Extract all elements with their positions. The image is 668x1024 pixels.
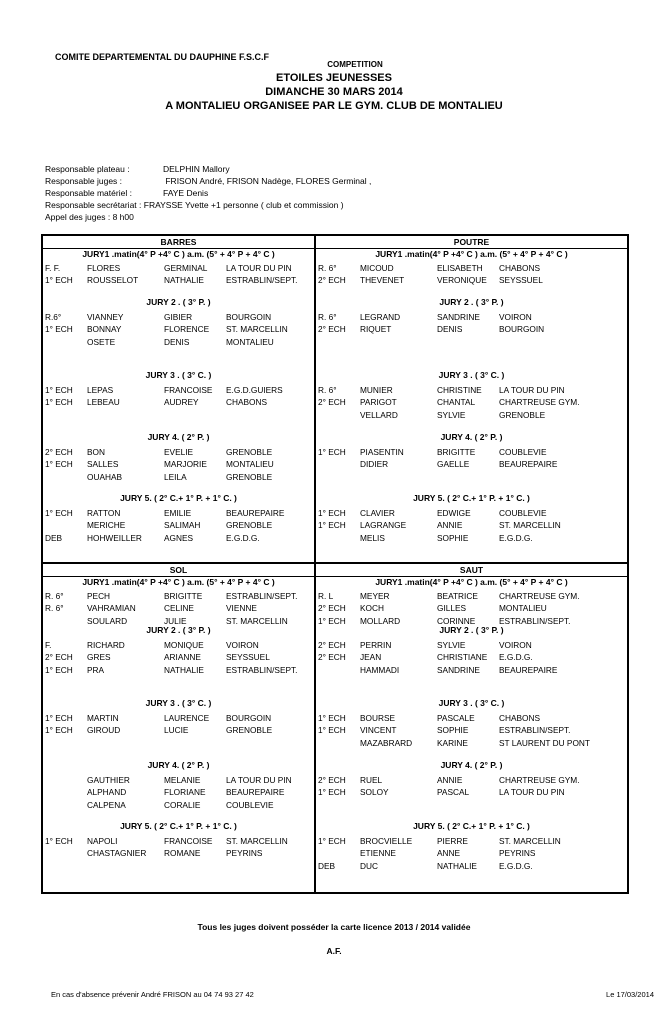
judge-first-name: ANNIE — [437, 520, 463, 531]
judge-grade: 2° ECH — [318, 397, 346, 408]
judge-row — [45, 847, 314, 859]
responsable-row — [45, 175, 371, 187]
judge-first-name: EMILIE — [164, 508, 192, 518]
judge-first-name: EVELIE — [164, 447, 194, 457]
judge-row — [318, 384, 627, 396]
judge-last-name: PARIGOT — [360, 397, 397, 408]
judge-first-name: JULIE — [164, 615, 187, 626]
judge-row — [45, 458, 314, 470]
event-location: A MONTALIEU ORGANISEE PAR LE GYM. CLUB DE MONTALIEU — [165, 100, 503, 112]
judge-first-name: BEATRICE — [437, 591, 478, 601]
responsable-label: Responsable secrétariat : — [45, 200, 142, 210]
judge-grade: 1° ECH — [318, 787, 346, 798]
judge-grade: 1° ECH — [45, 725, 73, 736]
judge-first-name: CORINNE — [437, 615, 476, 626]
judge-last-name: PECH — [87, 591, 111, 601]
jury-title: JURY1 .matin(4° P +4° C ) a.m. (5° + 4° P + 4° C ) — [82, 577, 275, 587]
judge-row — [45, 639, 314, 651]
jury-title: JURY 3 . ( 3° C. ) — [145, 370, 212, 380]
appel-juges: Appel des juges : 8 h00 — [45, 212, 134, 222]
responsables-block — [45, 163, 371, 223]
judge-row — [45, 651, 314, 663]
judge-last-name: SALLES — [87, 459, 119, 470]
responsable-label: Responsable plateau : — [45, 164, 130, 174]
judge-club: VOIRON — [499, 312, 532, 322]
judge-club: COUBLEVIE — [226, 799, 274, 810]
judge-first-name: ROMANE — [164, 848, 201, 859]
judge-row — [318, 847, 627, 859]
judge-row — [318, 860, 627, 872]
judge-first-name: SALIMAH — [164, 520, 201, 531]
judge-last-name: MARTIN — [87, 713, 119, 723]
judge-row — [318, 311, 627, 323]
panel-title: SOL — [43, 564, 314, 577]
judge-row — [45, 323, 314, 335]
judge-last-name: VIANNEY — [87, 312, 124, 322]
judge-first-name: MONIQUE — [164, 640, 204, 650]
judge-first-name: MELANIE — [164, 775, 201, 785]
judge-row — [318, 786, 627, 798]
responsable-row — [45, 163, 371, 175]
judge-last-name: DIDIER — [360, 459, 389, 470]
judge-club: ST. MARCELLIN — [226, 615, 288, 626]
judge-first-name: LAURENCE — [164, 713, 210, 723]
judge-first-name: LEILA — [164, 471, 187, 482]
judge-row — [45, 602, 314, 614]
judge-grade: 1° ECH — [45, 385, 73, 395]
judge-club: E.G.D.G. — [499, 532, 533, 543]
judge-row — [45, 835, 314, 847]
judge-club: MONTALIEU — [499, 603, 547, 614]
judge-last-name: PIASENTIN — [360, 447, 404, 457]
jury-title: JURY 4. ( 2° P. ) — [147, 760, 210, 770]
judge-last-name: NAPOLI — [87, 836, 118, 846]
judge-first-name: PIERRE — [437, 836, 468, 846]
judge-last-name: CALPENA — [87, 799, 126, 810]
judge-row — [45, 507, 314, 519]
judge-club: CHARTREUSE GYM. — [499, 775, 580, 785]
responsable-value: DELPHIN Mallory — [163, 164, 230, 174]
judge-row — [45, 799, 314, 811]
judge-row — [318, 274, 627, 286]
judge-club: PEYRINS — [226, 848, 263, 859]
judge-first-name: DENIS — [164, 336, 190, 347]
judge-row — [45, 712, 314, 724]
judge-first-name: FLORIANE — [164, 787, 206, 798]
judge-last-name: RATTON — [87, 508, 121, 518]
responsable-label: Responsable matériel : — [45, 188, 132, 198]
judge-last-name: BON — [87, 447, 105, 457]
judge-grade: 1° ECH — [45, 397, 73, 408]
judge-grade: 1° ECH — [318, 725, 346, 736]
panel-title: BARRES — [43, 236, 314, 249]
judge-first-name: BRIGITTE — [164, 591, 203, 601]
judge-row — [318, 737, 627, 749]
judge-grade: 1° ECH — [45, 459, 73, 470]
judge-club: GRENOBLE — [499, 409, 546, 420]
judge-row — [318, 774, 627, 786]
judge-last-name: SOLOY — [360, 787, 389, 798]
judge-club: BEAUREPAIRE — [226, 508, 285, 518]
judge-last-name: GRES — [87, 652, 111, 663]
judge-first-name: SANDRINE — [437, 664, 480, 675]
judge-club: BOURGOIN — [499, 324, 545, 335]
jury-title: JURY 2 . ( 3° P. ) — [439, 297, 504, 307]
judge-first-name: FRANCOISE — [164, 836, 213, 846]
judge-row — [45, 590, 314, 602]
judge-club: VOIRON — [499, 640, 532, 650]
judge-club: ESTRABLIN/SEPT. — [226, 591, 298, 601]
judge-first-name: LUCIE — [164, 725, 189, 736]
judge-first-name: GAELLE — [437, 459, 470, 470]
judge-grade: 1° ECH — [318, 713, 346, 723]
judge-first-name: NATHALIE — [437, 860, 477, 871]
judge-row — [45, 262, 314, 274]
judge-grade: 2° ECH — [318, 775, 346, 785]
judge-club: MONTALIEU — [226, 336, 274, 347]
jury-title: JURY 2 . ( 3° P. ) — [146, 625, 211, 635]
judge-grade: R.6° — [45, 312, 62, 322]
event-date: DIMANCHE 30 MARS 2014 — [265, 86, 403, 98]
competition-label: COMPETITION — [327, 60, 383, 69]
jury-title: JURY 4. ( 2° P. ) — [440, 760, 503, 770]
judge-first-name: CHANTAL — [437, 397, 476, 408]
judge-club: ST. MARCELLIN — [499, 520, 561, 531]
judge-club: LA TOUR DU PIN — [226, 263, 292, 273]
judge-last-name: MAZABRARD — [360, 737, 413, 748]
footer-signature: A.F. — [326, 946, 342, 956]
judge-club: BEAUREPAIRE — [499, 459, 558, 470]
responsable-label: Responsable juges : — [45, 176, 123, 186]
judge-grade: 2° ECH — [318, 603, 346, 614]
judge-row — [45, 396, 314, 408]
judge-grade: DEB — [45, 532, 63, 543]
judge-last-name: VINCENT — [360, 725, 397, 736]
responsable-value: FRISON André, FRISON Nadège, FLORES Germinal , — [163, 176, 372, 186]
judge-first-name: BRIGITTE — [437, 447, 476, 457]
judge-last-name: MEYER — [360, 591, 390, 601]
jury-title: JURY 5. ( 2° C.+ 1° P. + 1° C. ) — [120, 493, 237, 503]
judge-first-name: AGNES — [164, 532, 194, 543]
judge-club: LA TOUR DU PIN — [499, 385, 565, 395]
judge-last-name: PRA — [87, 664, 105, 675]
judge-row — [45, 446, 314, 458]
judge-club: ESTRABLIN/SEPT. — [226, 664, 298, 675]
judge-grade: 1° ECH — [318, 836, 346, 846]
judge-row — [318, 507, 627, 519]
judge-first-name: SOPHIE — [437, 725, 469, 736]
judge-first-name: AUDREY — [164, 397, 199, 408]
judge-club: BEAUREPAIRE — [226, 787, 285, 798]
judge-last-name: MELIS — [360, 532, 385, 543]
judge-club: ESTRABLIN/SEPT. — [499, 725, 571, 736]
judge-last-name: ALPHAND — [87, 787, 127, 798]
judge-grade: 1° ECH — [318, 447, 346, 457]
judge-row — [318, 590, 627, 602]
judge-club: ESTRABLIN/SEPT. — [499, 615, 571, 626]
judge-club: GRENOBLE — [226, 725, 273, 736]
judge-last-name: MERICHE — [87, 520, 126, 531]
judge-first-name: GERMINAL — [164, 263, 208, 273]
judge-club: E.G.D.GUIERS — [226, 385, 283, 395]
judge-first-name: ARIANNE — [164, 652, 201, 663]
judge-last-name: BONNAY — [87, 324, 122, 335]
judge-grade: 2° ECH — [318, 324, 346, 335]
judge-last-name: LAGRANGE — [360, 520, 407, 531]
judge-row — [45, 786, 314, 798]
judge-club: CHARTREUSE GYM. — [499, 397, 580, 408]
judge-club: ST. MARCELLIN — [499, 836, 561, 846]
judge-last-name: THEVENET — [360, 275, 405, 286]
judge-last-name: JEAN — [360, 652, 382, 663]
judge-row — [45, 724, 314, 736]
jury-title: JURY 2 . ( 3° P. ) — [439, 625, 504, 635]
jury-title: JURY 5. ( 2° C.+ 1° P. + 1° C. ) — [120, 821, 237, 831]
judge-club: COUBLEVIE — [499, 447, 547, 457]
judge-last-name: VAHRAMIAN — [87, 603, 136, 614]
panel-title: POUTRE — [316, 236, 627, 249]
judge-last-name: SOULARD — [87, 615, 128, 626]
judge-last-name: HOHWEILLER — [87, 532, 142, 543]
judge-last-name: VELLARD — [360, 409, 398, 420]
judge-grade: 2° ECH — [318, 652, 346, 663]
organization-name: COMITE DEPARTEMENTAL DU DAUPHINE F.S.C.F — [55, 52, 270, 62]
judge-row — [45, 532, 314, 544]
panel-title: SAUT — [316, 564, 627, 577]
judge-last-name: BOURSE — [360, 713, 396, 723]
judge-first-name: MARJORIE — [164, 459, 207, 470]
judge-first-name: SANDRINE — [437, 312, 480, 322]
judge-grade: 2° ECH — [45, 652, 73, 663]
judge-row — [318, 446, 627, 458]
judge-club: CHABONS — [499, 263, 541, 273]
judge-last-name: DUC — [360, 860, 378, 871]
judge-first-name: ELISABETH — [437, 263, 483, 273]
judge-club: GRENOBLE — [226, 520, 273, 531]
judge-club: PEYRINS — [499, 848, 536, 859]
panel-saut — [316, 564, 627, 892]
judge-grade: R. 6° — [45, 591, 64, 601]
judge-club: COUBLEVIE — [499, 508, 547, 518]
judge-club: ST. MARCELLIN — [226, 324, 288, 335]
responsable-value: FRAYSSE Yvette +1 personne ( club et commission ) — [143, 200, 344, 210]
judge-grade: 1° ECH — [45, 836, 73, 846]
judge-last-name: OUAHAB — [87, 471, 123, 482]
judge-row — [318, 409, 627, 421]
panel-barres — [43, 236, 314, 562]
responsable-row — [45, 187, 371, 199]
judge-grade: 1° ECH — [318, 508, 346, 518]
judge-club: ST. MARCELLIN — [226, 836, 288, 846]
judge-first-name: NATHALIE — [164, 664, 204, 675]
judge-row — [45, 471, 314, 483]
judge-first-name: PASCAL — [437, 787, 470, 798]
footer-note: Tous les juges doivent posséder la carte licence 2013 / 2014 validée — [197, 922, 471, 932]
judge-club: SEYSSUEL — [499, 275, 543, 286]
judge-last-name: RICHARD — [87, 640, 125, 650]
judge-first-name: PASCALE — [437, 713, 475, 723]
judge-last-name: MUNIER — [360, 385, 393, 395]
judge-grade: 2° ECH — [45, 447, 73, 457]
judge-first-name: FRANCOISE — [164, 385, 213, 395]
judge-last-name: LEBEAU — [87, 397, 120, 408]
judge-last-name: ETIENNE — [360, 848, 396, 859]
judge-row — [318, 835, 627, 847]
judge-club: BOURGOIN — [226, 312, 272, 322]
judge-club: ST LAURENT DU PONT — [499, 737, 590, 748]
judge-grade: F. — [45, 640, 52, 650]
judge-row — [318, 323, 627, 335]
judge-grade: 1° ECH — [45, 664, 73, 675]
judge-row — [318, 396, 627, 408]
judge-club: VOIRON — [226, 640, 259, 650]
judge-grade: F. F. — [45, 263, 61, 273]
judge-club: MONTALIEU — [226, 459, 274, 470]
judge-first-name: GIBIER — [164, 312, 193, 322]
judge-club: SEYSSUEL — [226, 652, 270, 663]
judge-row — [45, 774, 314, 786]
judge-last-name: CHASTAGNIER — [87, 848, 147, 859]
judge-club: CHABONS — [226, 397, 268, 408]
jury-title: JURY1 .matin(4° P +4° C ) a.m. (5° + 4° P + 4° C ) — [375, 577, 568, 587]
panel-poutre — [316, 236, 627, 562]
responsable-value: FAYE Denis — [163, 188, 209, 198]
judge-club: ESTRABLIN/SEPT. — [226, 275, 298, 286]
judge-club: E.G.D.G. — [226, 532, 260, 543]
judge-grade: 2° ECH — [318, 275, 346, 286]
judge-row — [318, 724, 627, 736]
judge-row — [45, 274, 314, 286]
judge-last-name: MICOUD — [360, 263, 394, 273]
judge-row — [318, 602, 627, 614]
judge-row — [318, 532, 627, 544]
judge-grade: 2° ECH — [318, 640, 346, 650]
judge-first-name: SOPHIE — [437, 532, 469, 543]
judge-last-name: GIROUD — [87, 725, 121, 736]
judge-grade: 1° ECH — [318, 615, 346, 626]
judge-grade: 1° ECH — [45, 508, 73, 518]
judge-row — [45, 311, 314, 323]
judge-grade: R. L — [318, 591, 334, 601]
judge-club: GRENOBLE — [226, 471, 273, 482]
judge-first-name: ANNE — [437, 848, 461, 859]
judge-row — [45, 336, 314, 348]
judge-row — [318, 639, 627, 651]
judge-first-name: DENIS — [437, 324, 463, 335]
judge-first-name: CORALIE — [164, 799, 201, 810]
judge-club: GRENOBLE — [226, 447, 273, 457]
judge-last-name: RUEL — [360, 775, 383, 785]
judge-grade: R. 6° — [45, 603, 64, 614]
judge-grade: 1° ECH — [45, 275, 73, 286]
event-title: ETOILES JEUNESSES — [276, 72, 392, 84]
judge-row — [318, 458, 627, 470]
judge-grade: R. 6° — [318, 312, 337, 322]
judge-first-name: NATHALIE — [164, 275, 204, 286]
judge-club: E.G.D.G. — [499, 860, 533, 871]
jury-grid — [41, 234, 629, 894]
judge-grade: R. 6° — [318, 263, 337, 273]
jury-title: JURY1 .matin(4° P +4° C ) a.m. (5° + 4° P + 4° C ) — [82, 249, 275, 259]
jury-title: JURY 4. ( 2° P. ) — [440, 432, 503, 442]
judge-last-name: FLORES — [87, 263, 121, 273]
judge-club: CHABONS — [499, 713, 541, 723]
panel-sol — [43, 564, 314, 892]
judge-row — [318, 519, 627, 531]
judge-first-name: EDWIGE — [437, 508, 471, 518]
judge-first-name: CELINE — [164, 603, 194, 614]
judge-row — [318, 664, 627, 676]
judge-grade: 1° ECH — [318, 520, 346, 531]
judge-first-name: CHRISTIANE — [437, 652, 488, 663]
judge-grade: 1° ECH — [45, 713, 73, 723]
judge-row — [318, 712, 627, 724]
judge-row — [318, 262, 627, 274]
judge-grade: R. 6° — [318, 385, 337, 395]
footer-contact: En cas d'absence prévenir André FRISON au 04 74 93 27 42 — [51, 990, 254, 999]
judge-last-name: GAUTHIER — [87, 775, 130, 785]
judge-row — [45, 519, 314, 531]
judge-last-name: RIQUET — [360, 324, 392, 335]
judge-last-name: ROUSSELOT — [87, 275, 139, 286]
judge-last-name: KOCH — [360, 603, 384, 614]
jury-title: JURY 3 . ( 3° C. ) — [438, 370, 505, 380]
judge-grade: 1° ECH — [45, 324, 73, 335]
judge-club: LA TOUR DU PIN — [499, 787, 565, 798]
judge-first-name: CHRISTINE — [437, 385, 482, 395]
jury-title: JURY 2 . ( 3° P. ) — [146, 297, 211, 307]
jury-title: JURY 5. ( 2° C.+ 1° P. + 1° C. ) — [413, 493, 530, 503]
judge-last-name: PERRIN — [360, 640, 392, 650]
judge-club: LA TOUR DU PIN — [226, 775, 292, 785]
judge-row — [45, 664, 314, 676]
judge-last-name: MOLLARD — [360, 615, 401, 626]
judge-club: E.G.D.G. — [499, 652, 533, 663]
footer-date: Le 17/03/2014 — [606, 990, 654, 999]
judge-last-name: HAMMADI — [360, 664, 400, 675]
judge-first-name: VERONIQUE — [437, 275, 487, 286]
judge-first-name: GILLES — [437, 603, 467, 614]
judge-club: CHARTREUSE GYM. — [499, 591, 580, 601]
judge-last-name: CLAVIER — [360, 508, 395, 518]
judge-first-name: FLORENCE — [164, 324, 210, 335]
judge-club: BEAUREPAIRE — [499, 664, 558, 675]
jury-title: JURY 4. ( 2° P. ) — [147, 432, 210, 442]
judge-first-name: SYLVIE — [437, 409, 466, 420]
judge-first-name: KARINE — [437, 737, 468, 748]
jury-title: JURY 5. ( 2° C.+ 1° P. + 1° C. ) — [413, 821, 530, 831]
judge-last-name: BROCVIELLE — [360, 836, 413, 846]
judge-club: VIENNE — [226, 603, 257, 614]
judge-last-name: LEPAS — [87, 385, 114, 395]
jury-title: JURY 3 . ( 3° C. ) — [145, 698, 212, 708]
judge-last-name: LEGRAND — [360, 312, 401, 322]
jury-title: JURY1 .matin(4° P +4° C ) a.m. (5° + 4° P + 4° C ) — [375, 249, 568, 259]
judge-row — [318, 651, 627, 663]
judge-first-name: SYLVIE — [437, 640, 466, 650]
judge-row — [45, 384, 314, 396]
judge-grade: DEB — [318, 860, 336, 871]
jury-title: JURY 3 . ( 3° C. ) — [438, 698, 505, 708]
responsable-row — [45, 199, 371, 211]
judge-club: BOURGOIN — [226, 713, 272, 723]
judge-first-name: ANNIE — [437, 775, 463, 785]
judge-last-name: OSETE — [87, 336, 116, 347]
